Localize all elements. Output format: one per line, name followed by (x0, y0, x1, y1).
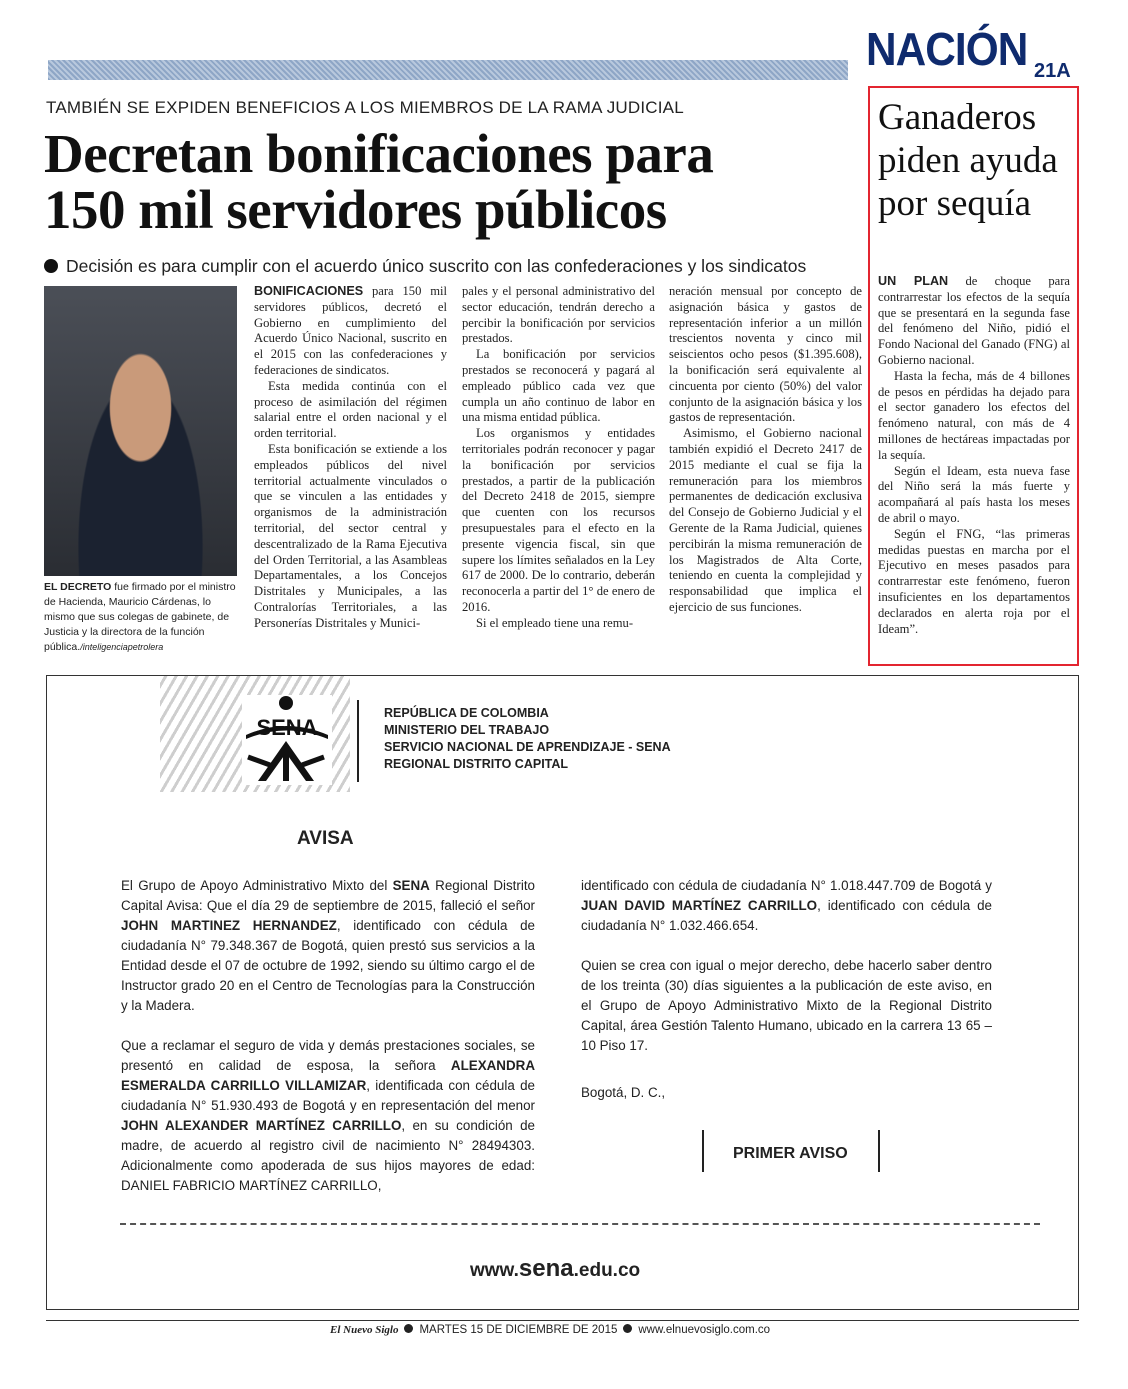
sena-website: www.sena.edu.co (470, 1255, 641, 1282)
notice-bar-right (878, 1130, 880, 1172)
story-kicker: TAMBIÉN SE EXPIDEN BENEFICIOS A LOS MIEMBROS DE LA RAMA JUDICIAL (46, 98, 684, 117)
story-headline (44, 123, 864, 240)
paragraph: Hasta la fecha, más de 4 billones de pesos en pérdidas ha dejado para el sector ganadero los efectos del fenómeno natural, con más de 4 millones de hectáreas impactadas por la sequía. (878, 368, 1070, 462)
paragraph: UN PLAN de choque para contrarrestar los efectos de la sequía que se presentará en la segunda fase del fenómeno del Niño, pidió el Fondo Nacional del Ganado (FNG) al Gobierno nacional. (878, 274, 1070, 367)
notice-place: Bogotá, D. C., (581, 1085, 666, 1100)
issuing-organization: REPÚBLICA DE COLOMBIA MINISTERIO DEL TRABAJO SERVICIO NACIONAL DE APRENDIZAJE - SENA REGIONAL DISTRITO CAPITAL (384, 706, 671, 771)
headline-line-2: 150 mil servidores públicos (44, 179, 667, 240)
page-number: 21A (1034, 60, 1071, 82)
section-name: NACIÓN (866, 23, 1028, 75)
logo-divider (357, 700, 359, 782)
bullet-icon (623, 1324, 632, 1333)
paragraph: neración mensual por concepto de asignación básica y gastos de representación inferior a un millón trescientos noventa y cinco mil seiscientos ocho pesos ($1.395.608), la bonificación será equivalente al cincuenta por ciento (50%) del valor conjunto de la asignación básica y los gastos de representación. (669, 284, 862, 425)
sidebar-title: Ganaderos piden ayuda por sequía (878, 97, 1058, 224)
story-deck (44, 256, 874, 277)
paragraph: Esta medida continúa con el proceso de asimilación del régimen salarial entre el orden nacional y el orden territorial. (254, 378, 447, 441)
minister-photo (44, 286, 237, 576)
bullet-icon (404, 1324, 413, 1333)
paragraph: Quien se crea con igual o mejor derecho, debe hacerlo saber dentro de los treinta (30) días siguientes a la publicación de este aviso, en el Grupo de Apoyo Administrativo Mixto de la Regional Distrito Capital, área Gestión Talento Humano, ubicado en la carrera 13 65 – 10 Piso 17. (581, 958, 992, 1053)
article-column-3 (669, 284, 862, 616)
article-column-2 (462, 284, 655, 632)
notice-heading: AVISA (297, 828, 354, 849)
paragraph: El Grupo de Apoyo Administrativo Mixto del SENA Regional Distrito Capital Avisa: Que el día 29 de septiembre de 2015, falleció el señor JOHN MARTINEZ HERNANDEZ, identificado con cédula de ciudadanía N° 79.348.367 de Bogotá, quien prestó sus servicios a la Entidad desde el 07 de octubre de 1992, siendo su último cargo el de Instructor grado 20 en el Centro de Tecnologías para la Construcción y la Madera. (121, 878, 535, 1013)
paragraph: BONIFICACIONES para 150 mil servidores públicos, decretó el Gobierno en cumplimiento del Acuerdo Único Nacional, suscrito en el 2015 con las confederaciones y federaciones de sindicatos. (254, 284, 447, 377)
sena-logo (242, 695, 332, 785)
paragraph: pales y el personal administrativo del sector educación, tendrán derecho a percibir la bonificación por servicios prestados. (462, 284, 655, 346)
caption-credit: /inteligenciapetrolera (80, 642, 164, 652)
footer-date: MARTES 15 DE DICIEMBRE DE 2015 (419, 1324, 618, 1336)
deck-text: Decisión es para cumplir con el acuerdo único suscrito con las confederaciones y los sindicatos (66, 256, 807, 276)
headline-line-1: Decretan bonificaciones para (44, 123, 714, 184)
page-footer (330, 1324, 770, 1336)
paragraph: Si el empleado tiene una remu- (476, 615, 634, 630)
paragraph: Según el FNG, “las primeras medidas puestas en marcha por el Ejecutivo en meses pasados para contrarrestar este fenómeno, fueron insuficientes en los departamentos declarados en alerta roja por el Ideam”. (878, 526, 1070, 636)
paragraph: Que a reclamar el seguro de vida y demás prestaciones sociales, se presentó en calidad de esposa, la señora ALEXANDRA ESMERALDA CARRILLO VILLAMIZAR, identificada con cédula de ciudadanía N° 51.930.493 de Bogotá y en representación del menor JOHN ALEXANDER MARTÍNEZ CARRILLO, en su condición de madre, de acuerdo al registro civil de nacimiento N° 28494303. Adicionalmente como apoderada de sus hijos mayores de edad: DANIEL FABRICIO MARTÍNEZ CARRILLO, (121, 1038, 535, 1193)
caption-lead: EL DECRETO (44, 581, 112, 593)
footer-rule (46, 1320, 1079, 1321)
paragraph: Los organismos y entidades territoriales podrán reconocer y pagar la bonificación por servicios prestados, a partir de la publicación del Decreto 2418 de 2015, siempre que cuenten con los recursos presupuestales para el efecto en la presente vigencia fiscal, sin que supere los límites señalados en la Ley 617 de 2000. De lo contrario, deberán reconocerla a partir del 1° de enero de 2016. (462, 426, 655, 614)
footer-website: www.elnuevosiglo.com.co (638, 1324, 771, 1336)
article-column-1 (254, 284, 447, 632)
paragraph: Esta bonificación se extiende a los empleados públicos del nivel territorial actualmente vinculados o que se vinculen a las entidades y organismos de la administración territorial, del sector central y descentralizado de la Rama Ejecutiva del Orden Territorial, a las Asambleas Departamentales, a los Concejos Distritales y Municipales, a las Contralorías Territoriales, a las Personerías Distritales y Munici- (254, 441, 447, 630)
paragraph: identificado con cédula de ciudadanía N° 1.018.447.709 de Bogotá y JUAN DAVID MARTÍNEZ CARRILLO, identificado con cédula de ciudadanía N° 1.032.466.654. (581, 878, 993, 933)
sidebar-body (878, 274, 1070, 637)
bullet-icon (44, 259, 58, 273)
notice-label: PRIMER AVISO (733, 1145, 848, 1162)
caption-text: fue firmado por el ministro de Hacienda, Mauricio Cárdenas, lo mismo que sus colegas de gabinete, de Justicia y la directora de la función pública. (44, 581, 236, 653)
paragraph-lead: UN PLAN (878, 274, 949, 288)
paragraph-lead: BONIFICACIONES (254, 284, 364, 298)
photo-caption (44, 580, 244, 655)
header-band (48, 60, 848, 80)
notice-left-column (121, 876, 535, 1216)
publication-name: El Nuevo Siglo (330, 1324, 399, 1336)
dashed-divider (120, 1223, 1040, 1225)
notice-right-column (581, 876, 992, 1076)
paragraph: La bonificación por servicios prestados se reconocerá y pagará al empleado público cada vez que cumpla un año continuo de labor en una misma entidad pública. (462, 347, 655, 425)
paragraph: Asimismo, el Gobierno nacional también expidió el Decreto 2417 de 2015 mediante el cual se fija la remuneración para los miembros permanentes de dedicación exclusiva del Consejo de Gobierno Judicial y el Gerente de la Rama Judicial, quienes percibirán la misma remuneración de los Magistrados de Alta Corte, teniendo en cuenta la complejidad y responsabilidad que implica el ejercicio de sus funciones. (669, 426, 862, 614)
notice-bar-left (702, 1130, 704, 1172)
sena-logo-text: SENA (256, 715, 318, 740)
paragraph: Según el Ideam, esta nueva fase del Niño será la más fuerte y acompañará al país hasta los meses de abril o mayo. (878, 463, 1070, 525)
